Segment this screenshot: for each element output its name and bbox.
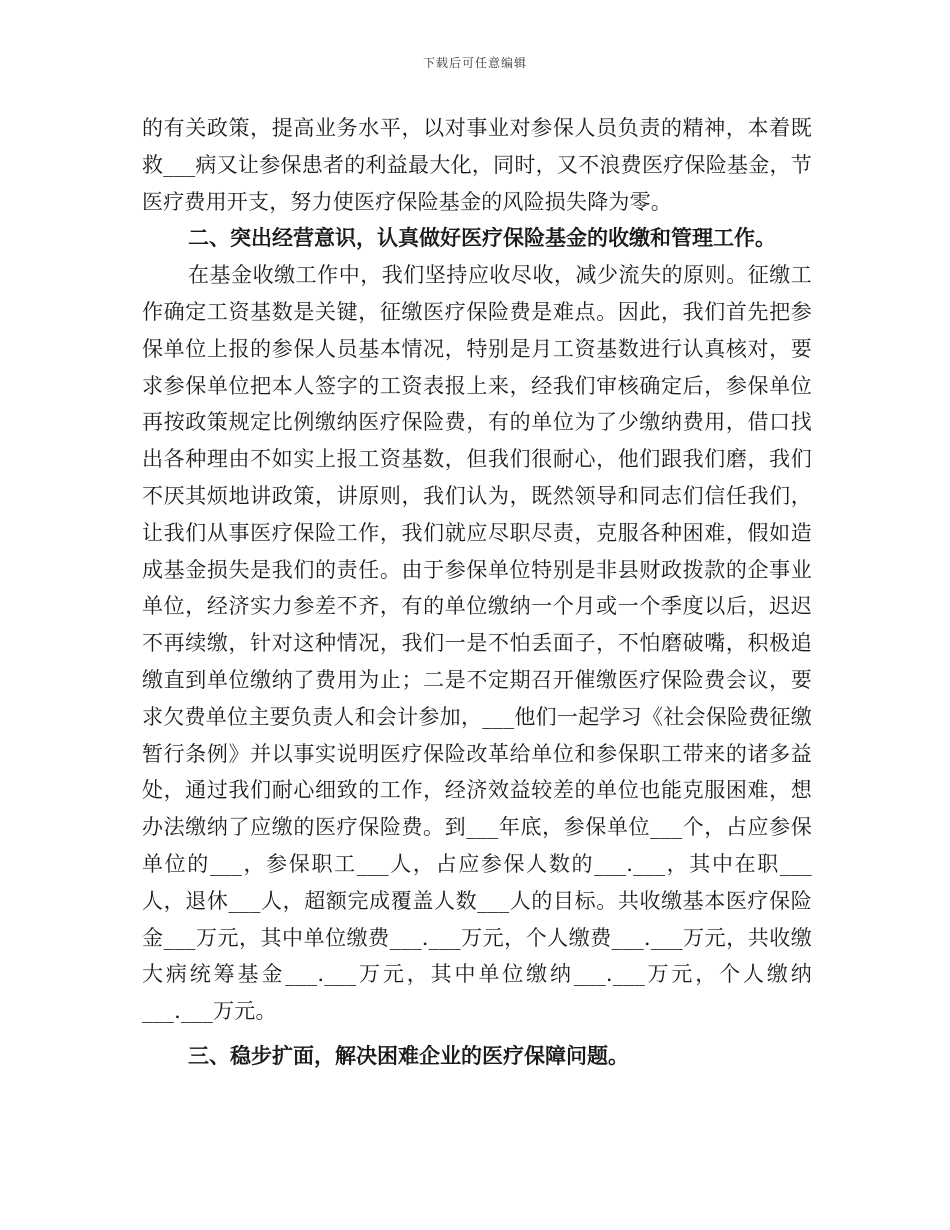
section-heading-3: 三、稳步扩面，解决困难企业的医疗保障问题。 (188, 1042, 629, 1068)
section-heading-2: 二、突出经营意识，认真做好医疗保险基金的收缴和管理工作。 (188, 225, 776, 251)
document-body (142, 110, 812, 1075)
page-header-note: 下载后可任意编辑 (422, 56, 527, 70)
paragraph-continued-policy: 的有关政策，提高业务水平，以对事业对参保人员负责的精神，本着既救___病又让参保患者的利益最大化，同时，又不浪费医疗保险基金，节医疗费用开支，努力使医疗保险基金的风险损失降为零。 (142, 116, 812, 214)
paragraph-fund-collection: 在基金收缴工作中，我们坚持应收尽收，减少流失的原则。征缴工作确定工资基数是关键，征缴医疗保险费是难点。因此，我们首先把参保单位上报的参保人员基本情况，特别是月工资基数进行认真核对，要求参保单位把本人签字的工资表报上来，经我们审核确定后，参保单位再按政策规定比例缴纳医疗保险费，有的单位为了少缴纳费用，借口找出各种理由不如实上报工资基数，但我们很耐心，他们跟我们磨，我们不厌其烦地讲政策，讲原则，我们认为，既然领导和同志们信任我们，让我们从事医疗保险工作，我们就应尽职尽责，克服各种困难，假如造成基金损失是我们的责任。由于参保单位特别是非县财政拨款的企事业单位，经济实力参差不齐，有的单位缴纳一个月或一个季度以后，迟迟不再续缴，针对这种情况，我们一是不怕丢面子，不怕磨破嘴，积极追缴直到单位缴纳了费用为止；二是不定期召开催缴医疗保险费会议，要求欠费单位主要负责人和会计参加，___他们一起学习《社会保险费征缴暂行条例》并以事实说明医疗保险改革给单位和参保职工带来的诸多益处，通过我们耐心细致的工作，经济效益较差的单位也能克服困难，想办法缴纳了应缴的医疗保险费。到___年底，参保单位___个，占应参保单位的___，参保职工___人，占应参保人数的___.___，其中在职___人，退休___人，超额完成覆盖人数___人的目标。共收缴基本医疗保险金___万元，其中单位缴费___.___万元，个人缴费___.___万元，共收缴大病统筹基金___.___万元，其中单位缴纳___.___万元，个人缴纳___.___万元。 (142, 263, 812, 1024)
